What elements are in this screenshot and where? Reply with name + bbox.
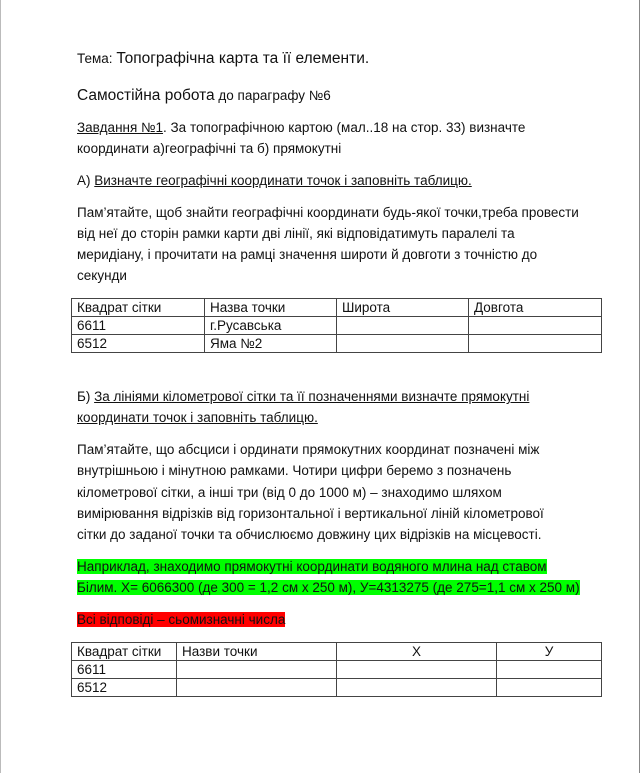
task-text: . За топографічною картою (мал..18 на стор. 33) визначте [163,120,526,135]
part-b-heading-2 [77,407,318,428]
cell: 6512 [72,679,177,697]
header-cell: Квадрат сітки [72,643,177,661]
task-line-2: координати а)географічні та б) прямокутні [77,141,342,156]
table-row [72,661,602,679]
cell: г.Русавська [205,317,337,335]
geographic-coordinates-table [71,298,602,353]
table-row [72,335,602,353]
part-b-line: вимірювання відрізків від горизонтальної і вертикальної ліній кілометрової [77,506,544,521]
header-cell: Широта [337,299,469,317]
cell: 6512 [72,335,205,353]
task-line [77,117,525,138]
header-cell: Назва точки [205,299,337,317]
rectangular-coordinates-table [71,642,602,697]
table-row [72,317,602,335]
example-line [77,577,580,598]
cell[interactable] [469,335,602,353]
part-b-line: Пам’ятайте, що абсциси і ординати прямокутних координат позначені між [77,442,540,457]
cell: 6611 [72,317,205,335]
work-title [77,85,331,106]
cell[interactable] [177,661,337,679]
part-b-line: кілометрової сітки, а інші три (від 0 до 1000 м) – знаходимо шляхом [77,485,502,500]
cell: 6611 [72,661,177,679]
part-b-heading-text: За лініями кілометрової сітки та її позначеннями визначте прямокутні [94,389,530,404]
example-highlight: Білим. Х= 6066300 (де 300 = 1,2 см х 250 м), У=4313275 (де 275=1,1 см х 250 м) [77,580,580,595]
header-cell: Квадрат сітки [72,299,205,317]
part-a-line: від неї до сторін рамки карти дві лінії, які відповідатимуть паралелі та [77,226,515,241]
theme-label: Тема: [77,51,113,66]
part-a-line: меридіану, і прочитати на рамці значення широти й довготи з точністю до [77,247,538,262]
cell[interactable] [337,661,497,679]
header-cell: У [497,643,602,661]
table-header-row [72,299,602,317]
header-cell: Назви точки [177,643,337,661]
cell[interactable] [177,679,337,697]
task-label: Завдання №1 [77,120,164,135]
header-cell: Довгота [469,299,602,317]
cell[interactable] [337,679,497,697]
cell[interactable] [469,317,602,335]
cell[interactable] [337,317,469,335]
table-row [72,679,602,697]
example-line [77,556,547,577]
cell[interactable] [497,679,602,697]
part-b-line: сітки до заданої точки та обчислюємо довжину цих відрізків на місцевості. [77,527,542,542]
part-b-heading-text-2: координати точок і заповніть таблицю. [77,410,318,425]
part-a-line: Пам’ятайте, щоб знайти географічні координати будь-якої точки,треба провести [77,205,579,220]
part-a-heading-text: Визначте географічні координати точок і заповніть таблицю. [94,173,472,188]
theme-title: Топографічна карта та її елементи. [116,50,370,67]
note-highlight: Всі відповіді – сьомизначні числа [77,612,286,627]
part-a-prefix: А) [77,173,95,188]
cell[interactable] [497,661,602,679]
note-line [77,609,285,630]
part-a-line: секунди [77,268,127,283]
header-cell: Х [337,643,497,661]
part-b-line: внутрішньою і мінутною рамками. Чотири цифри беремо з позначень [77,463,512,478]
cell: Яма №2 [205,335,337,353]
theme-line [77,48,369,69]
work-title-text: Самостійна робота [77,87,215,104]
example-highlight: Наприклад, знаходимо прямокутні координати водяного млина над ставом [77,559,547,574]
part-b-heading [77,386,529,407]
part-a-heading [77,170,472,191]
cell[interactable] [337,335,469,353]
part-b-prefix: Б) [77,389,95,404]
table-header-row [72,643,602,661]
work-suffix: до параграфу №6 [218,88,331,103]
